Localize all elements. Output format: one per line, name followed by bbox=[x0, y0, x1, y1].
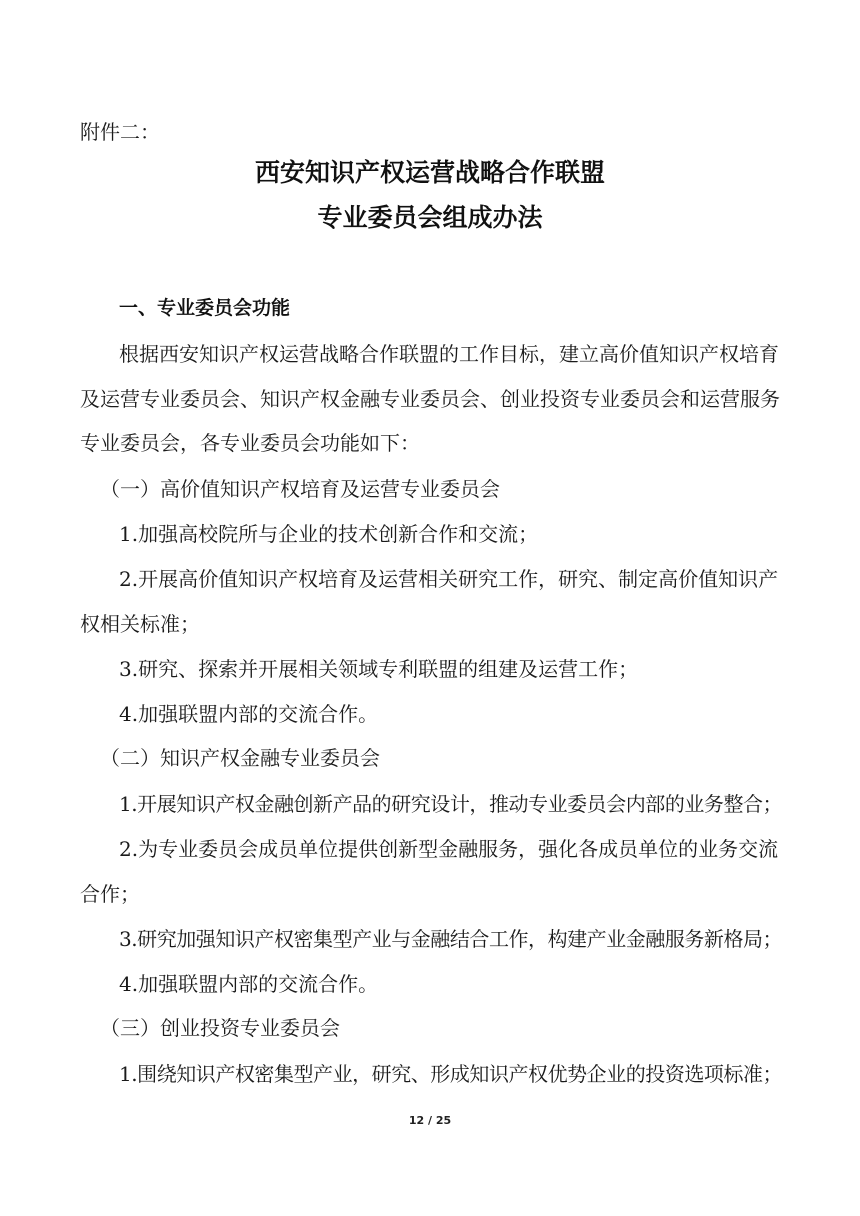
list-item-continuation: 权相关标准； bbox=[80, 612, 200, 636]
list-item: 3.研究加强知识产权密集型产业与金融结合工作，构建产业金融服务新格局； bbox=[119, 927, 783, 951]
intro-paragraph-line: 及运营专业委员会、知识产权金融专业委员会、创业投资专业委员会和运营服务 bbox=[80, 387, 780, 411]
list-item: 2.开展高价值知识产权培育及运营相关研究工作，研究、制定高价值知识产 bbox=[119, 567, 779, 591]
subsection-heading-3: （三）创业投资专业委员会 bbox=[100, 1016, 340, 1040]
page-number: 12 / 25 bbox=[408, 1114, 452, 1127]
list-item: 2.为专业委员会成员单位提供创新型金融服务，强化各成员单位的业务交流 bbox=[119, 837, 779, 861]
subsection-heading-1: （一）高价值知识产权培育及运营专业委员会 bbox=[100, 477, 500, 501]
list-item: 4.加强联盟内部的交流合作。 bbox=[119, 972, 379, 996]
intro-paragraph-line: 专业委员会，各专业委员会功能如下： bbox=[80, 431, 420, 455]
list-item: 3.研究、探索并开展相关领域专利联盟的组建及运营工作； bbox=[119, 657, 639, 681]
list-item: 1.加强高校院所与企业的技术创新合作和交流； bbox=[119, 522, 539, 546]
list-item: 1.开展知识产权金融创新产品的研究设计，推动专业委员会内部的业务整合； bbox=[119, 792, 783, 816]
document-title-line-2: 专业委员会组成办法 bbox=[317, 203, 543, 232]
intro-paragraph-line: 根据西安知识产权运营战略合作联盟的工作目标，建立高价值知识产权培育 bbox=[119, 342, 779, 366]
subsection-heading-2: （二）知识产权金融专业委员会 bbox=[100, 746, 380, 770]
list-item: 1.围绕知识产权密集型产业，研究、形成知识产权优势企业的投资选项标准； bbox=[119, 1062, 783, 1086]
attachment-label: 附件二： bbox=[80, 120, 160, 144]
section-heading-1: 一、专业委员会功能 bbox=[119, 297, 291, 319]
list-item: 4.加强联盟内部的交流合作。 bbox=[119, 702, 379, 726]
document-title-line-1: 西安知识产权运营战略合作联盟 bbox=[254, 158, 605, 187]
list-item-continuation: 合作； bbox=[80, 882, 140, 906]
